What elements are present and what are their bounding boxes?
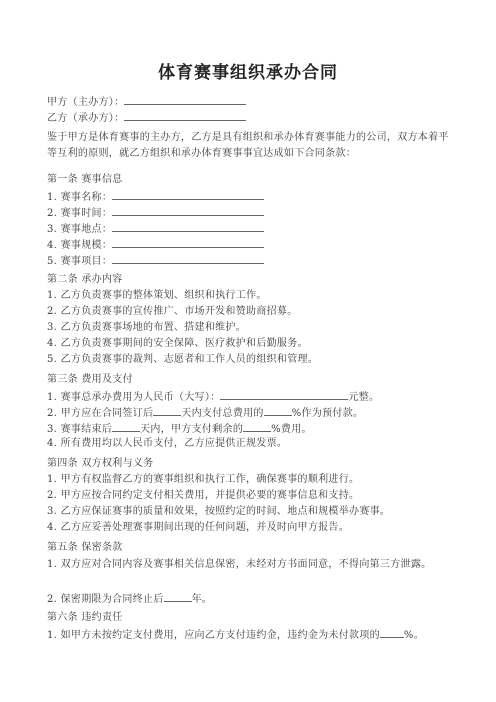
article-1-heading: 第一条 赛事信息: [47, 174, 123, 185]
penalty-percent-blank: [380, 627, 404, 638]
event-name-blank: [112, 189, 264, 200]
article-2-heading: 第二条 承办内容: [47, 274, 123, 285]
party-b-blank: [124, 110, 246, 121]
event-time-blank: [112, 205, 264, 216]
prepay-percent-blank: [264, 405, 292, 416]
article-3-heading: 第三条 费用及支付: [47, 374, 133, 385]
event-scale-line: 4. 赛事规模：: [47, 237, 264, 252]
final-payment-line: 3. 赛事结束后 天内，甲方支付剩余的 %费用。: [47, 421, 312, 436]
event-items-blank: [112, 253, 264, 264]
list-item: 3. 乙方应保证赛事的质量和效果，按照约定的时间、地点和规模举办赛事。: [47, 506, 391, 517]
party-b-line: 乙方（承办方）：: [47, 110, 246, 125]
list-item: 5. 乙方负责赛事的裁判、志愿者和工作人员的组织和管理。: [47, 354, 319, 365]
event-time-line: 2. 赛事时间：: [47, 205, 264, 220]
preamble: 鉴于甲方是体育赛事的主办方，乙方是具有组织和承办体育赛事能力的公司，双方本着平等互利的原则，就乙方组织和承办体育赛事事宜达成如下合同条款：: [47, 132, 449, 159]
prepay-days-blank: [153, 405, 181, 416]
total-fee-line: 1. 赛事总承办费用为人民币（大写）： 元整。: [47, 389, 379, 404]
list-item: 4. 乙方应妥善处理赛事期间出现的任何问题，并及时向甲方报告。: [47, 522, 350, 533]
event-items-line: 5. 赛事项目：: [47, 253, 264, 268]
secrecy-years-blank: [164, 591, 192, 602]
article-5-heading: 第五条 保密条款: [47, 542, 123, 553]
final-percent-blank: [243, 421, 271, 432]
page-title: 体育赛事组织承办合同: [158, 63, 338, 83]
list-item: 4. 所有费用均以人民币支付，乙方应提供正规发票。: [47, 438, 288, 449]
list-item: 1. 双方应对合同内容及赛事相关信息保密，未经对方书面同意，不得向第三方泄露。: [47, 559, 432, 570]
list-item: 3. 乙方负责赛事场地的布置、搭建和维护。: [47, 322, 247, 333]
event-name-line: 1. 赛事名称：: [47, 189, 264, 204]
party-a-line: 甲方（主办方）：: [47, 94, 246, 109]
penalty-line: 1. 如甲方未按约定支付费用，应向乙方支付违约金，违约金为未付款项的 %。: [47, 627, 424, 642]
prepayment-line: 2. 甲方应在合同签订后 天内支付总费用的 %作为预付款。: [47, 405, 363, 420]
article-4-heading: 第四条 双方权利与义务: [47, 458, 154, 469]
list-item: 2. 甲方应按合同约定支付相关费用，并提供必要的赛事信息和支持。: [47, 490, 360, 501]
list-item: 4. 乙方负责赛事期间的安全保障、医疗救护和后勤服务。: [47, 338, 308, 349]
list-item: 1. 乙方负责赛事的整体策划、组织和执行工作。: [47, 290, 267, 301]
list-item: 1. 甲方有权监督乙方的赛事组织和执行工作，确保赛事的顺利进行。: [47, 474, 360, 485]
list-item: 2. 乙方负责赛事的宣传推广、市场开发和赞助商招募。: [47, 306, 298, 317]
total-fee-blank: [220, 389, 348, 400]
event-venue-line: 3. 赛事地点：: [47, 221, 264, 236]
event-scale-blank: [112, 237, 264, 248]
article-6-heading: 第六条 违约责任: [47, 612, 123, 623]
event-venue-blank: [112, 221, 264, 232]
party-a-blank: [124, 94, 246, 105]
final-days-blank: [112, 421, 140, 432]
secrecy-term-line: 2. 保密期限为合同终止后 年。: [47, 591, 212, 606]
